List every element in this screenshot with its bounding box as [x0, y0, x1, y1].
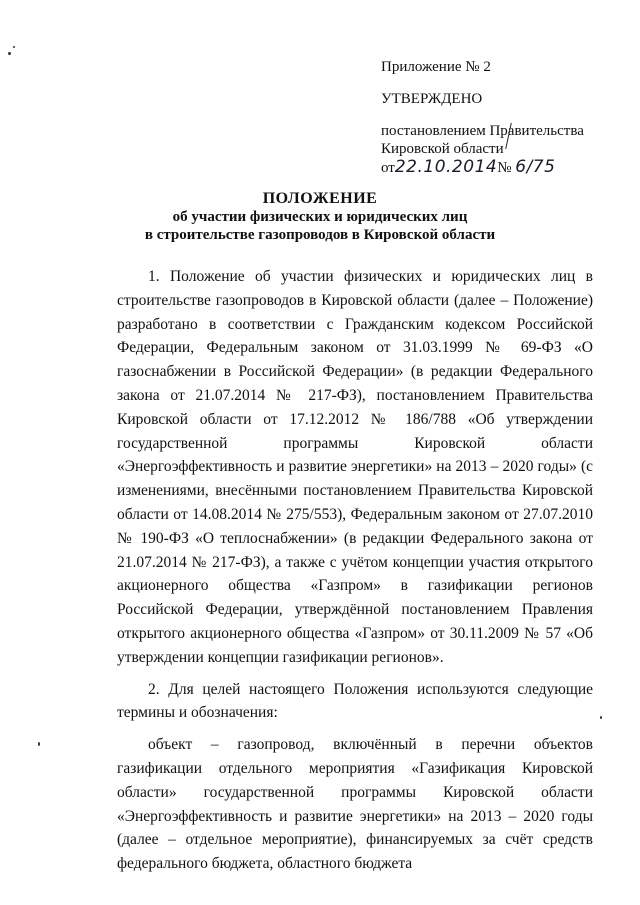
approved-by-line1: постановлением Правительства	[381, 123, 584, 139]
from-prefix: от	[381, 160, 395, 176]
approved-label: УТВЕРЖДЕНО	[381, 91, 483, 107]
number-sign: №	[497, 160, 512, 176]
handwritten-number: 6/75	[515, 157, 556, 177]
scan-speck	[13, 46, 15, 48]
scan-speck	[600, 716, 602, 719]
title-subline-1: об участии физических и юридических лиц	[172, 209, 468, 225]
approval-block	[381, 58, 621, 177]
appendix-label: Приложение № 2	[381, 59, 491, 75]
handwritten-date: 22.10.2014	[394, 157, 498, 177]
document-body	[117, 265, 593, 876]
document-title	[0, 190, 640, 244]
paragraph-3: объект – газопровод, включённый в перечни объектов газификации отдельного мероприятия «Газификация Кировской области» государственной программы Кировской области «Энергоэффективность и развитие энергетики» на 2013 – 2020 годы (далее – отдельное мероприятие), финансируемых за счёт средств федерального бюджета, областного бюджета	[117, 736, 593, 873]
approval-date-line	[381, 158, 621, 177]
scan-speck	[8, 52, 11, 55]
paragraph-2: 2. Для целей настоящего Положения используются следующие термины и обозначения:	[117, 680, 593, 722]
approved-by-line2: Кировской области	[381, 141, 504, 157]
title-subline-2: в строительстве газопроводов в Кировской области	[144, 227, 496, 243]
paragraph-1: 1. Положение об участии физических и юридических лиц в строительстве газопроводов в Кировской области (далее – Положение) разработано в соответствии с Гражданским кодексом Российской Федерации, Федеральным законом от 31.03.1999 № 69-ФЗ «О газоснабжении в Российской Федерации» (в редакции Федерального закона от 21.07.2014 № 217-ФЗ), постановлением Правительства Кировской области от 17.12.2012 № 186/788 «Об утверждении государственной программы Кировской области «Энергоэффективность и развитие энергетики» на 2013 – 2020 годы» (с изменениями, внесёнными постановлением Правительства Кировской области от 14.08.2014 № 275/553), Федеральным законом от 27.07.2010 № 190-ФЗ «О теплоснабжении» (в редакции Федерального закона от 21.07.2014 № 217-ФЗ), а также с учётом концепции участия открытого акционерного общества «Газпром» в газификации регионов Российской Федерации, утверждённой постановлением Правления открытого акционерного общества «Газпром» от 30.11.2009 № 57 «Об утверждении концепции газификации регионов».	[117, 268, 593, 666]
scan-speck	[38, 742, 40, 746]
title-heading: ПОЛОЖЕНИЕ	[262, 190, 378, 207]
